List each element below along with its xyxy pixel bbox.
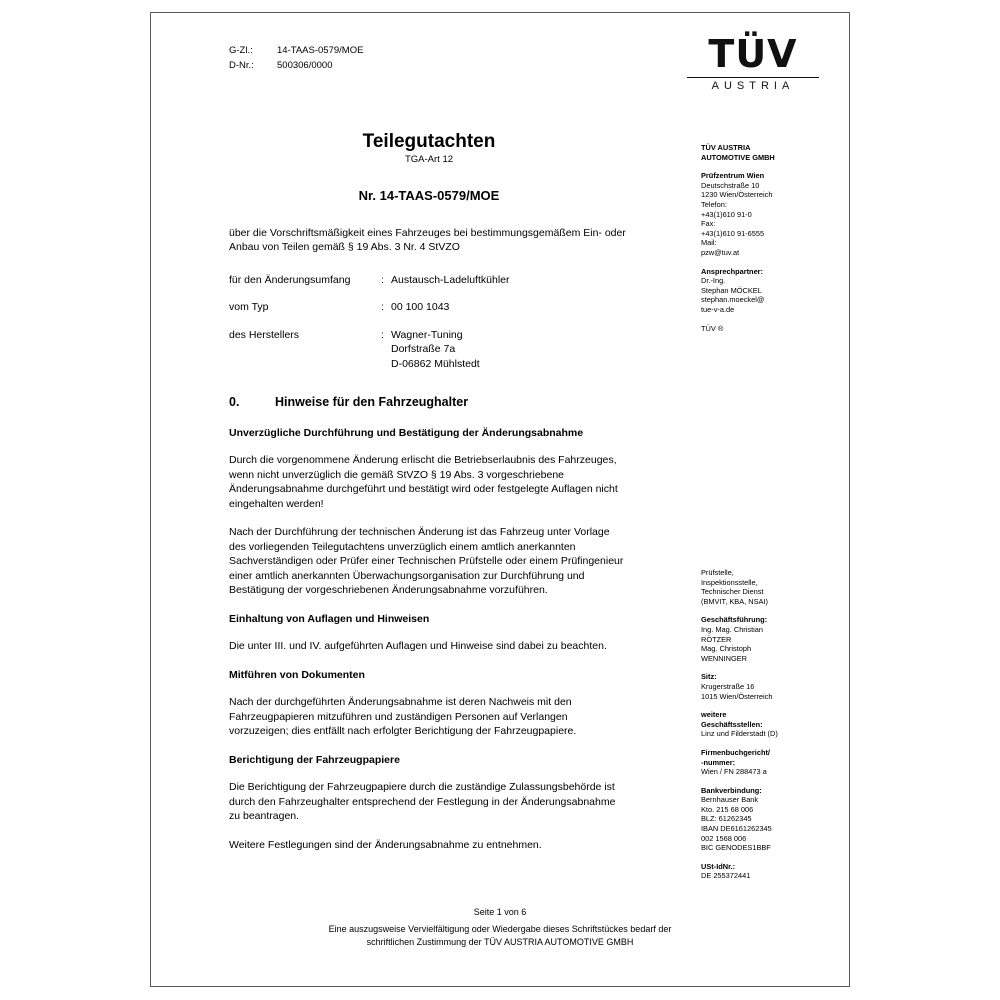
block-heading-1: Unverzügliche Durchführung und Bestätigung der Änderungsabnahme xyxy=(229,426,584,439)
test-center-line: pzw@tuv.at xyxy=(701,247,740,257)
reference-row xyxy=(229,58,363,73)
sidebar-line: Bernhauser Bank xyxy=(701,795,759,805)
field-label: vom Typ xyxy=(229,301,269,313)
company-name xyxy=(701,143,821,162)
field-separator: : xyxy=(381,328,384,341)
company-sidebar-top xyxy=(701,143,821,342)
contact-info xyxy=(701,267,821,315)
sidebar-block-accreditation xyxy=(701,568,821,606)
sidebar-line: Prüfstelle, xyxy=(701,568,734,577)
block-heading-4: Berichtigung der Fahrzeugpapiere xyxy=(229,753,400,766)
reference-label: G-Zl.: xyxy=(229,45,253,56)
sidebar-line: DE 255372441 xyxy=(701,871,751,881)
sidebar-line: Krugerstraße 16 xyxy=(701,681,755,691)
page-number: Seite 1 von 6 xyxy=(473,906,527,917)
block-paragraph-1-1: Durch die vorgenommene Änderung erlischt die Betriebserlaubnis des Fahrzeuges, wenn nicht unverzüglich die gemäß StVZO § 19 Abs. 3 vorgeschriebene Änderungsabnahme durchgeführt und bestätigt wird oder festgelegte Auflagen nicht eingehalten werden! xyxy=(229,454,618,510)
reference-label: D-Nr.: xyxy=(229,60,254,71)
field-separator: : xyxy=(381,273,384,286)
sidebar-line: Linz und Filderstadt (D) xyxy=(701,729,778,739)
logo-divider xyxy=(687,77,819,78)
sidebar-line: Wien / FN 288473 a xyxy=(701,767,767,777)
document-subtitle: TGA-Art 12 xyxy=(404,153,454,165)
field-value-line: Wagner-Tuning xyxy=(391,328,463,341)
test-center-line: +43(1)610 91-0 xyxy=(701,209,752,219)
contact-title: Ansprechpartner: xyxy=(701,266,764,276)
field-value-group xyxy=(391,328,629,372)
block-paragraph-1-2: Nach der Durchführung der technischen Änderung ist das Fahrzeug unter Vorlage des vorliegenden Teilegutachtens unverzüglich einem amtlich anerkannten Sachverständigen oder Prüfer einer Technischen Prüfstelle oder einem Prüfingenieur einer amtlich anerkannten Überwachungsorganisation zur Durchführung und Bestätigung der vorgeschriebenen Änderungsabnahme vorzuführen. xyxy=(229,526,624,596)
section-title: Hinweise für den Fahrzeughalter xyxy=(275,395,469,409)
sidebar-block-seat xyxy=(701,672,821,701)
sidebar-block-title: Sitz: xyxy=(701,672,717,682)
sidebar-line: BIC GENODES1BBF xyxy=(701,843,771,853)
test-center-line: Deutschstraße 10 xyxy=(701,180,760,190)
field-value-line: D-06862 Mühlstedt xyxy=(391,357,480,370)
sidebar-block-title: Firmenbuchgericht/ xyxy=(701,747,770,757)
sidebar-line: RÖTZER xyxy=(701,634,732,644)
sidebar-line: (BMVIT, KBA, NSAI) xyxy=(701,596,768,606)
field-value: Austausch-Ladeluftkühler xyxy=(391,273,510,286)
sidebar-line: Ing. Mag. Christian xyxy=(701,624,764,634)
contact-line: Stephan MÖCKEL xyxy=(701,285,762,295)
footer-notice-line1: Eine auszugsweise Vervielfältigung oder Wiedergabe dieses Schriftstückes bedarf der xyxy=(328,924,672,934)
company-name-line1: TÜV AUSTRIA xyxy=(701,143,751,152)
document-intro: über die Vorschriftsmäßigkeit eines Fahrzeuges bei bestimmungsgemäßem Ein- oder Anbau von Teilen gemäß § 19 Abs. 3 Nr. 4 StVZO xyxy=(229,226,626,253)
document-title: Teilegutachten xyxy=(362,131,496,152)
footer-notice-line2: schriftlichen Zustimmung der TÜV AUSTRIA AUTOMOTIVE GMBH xyxy=(366,936,634,947)
reference-row xyxy=(229,43,363,58)
test-center-title: Prüfzentrum Wien xyxy=(701,171,765,181)
sidebar-line: WENNINGER xyxy=(701,653,747,663)
sidebar-block-title2: -nummer: xyxy=(701,757,736,767)
sidebar-line: BLZ: 61262345 xyxy=(701,814,752,824)
sidebar-line: 002 1568 006 xyxy=(701,833,747,843)
contact-line: Dr.-Ing. xyxy=(701,276,726,286)
sidebar-block-title: Geschäftsführung: xyxy=(701,615,768,625)
sidebar-line: IBAN DE6161262345 xyxy=(701,824,772,834)
test-center-line: Fax: xyxy=(701,219,716,229)
block-paragraph-4-1: Die Berichtigung der Fahrzeugpapiere durch die zuständige Zulassungsbehörde ist durch den Fahrzeughalter entsprechend der Festlegung in der Änderungsabnahme zu beantragen. xyxy=(229,781,616,822)
test-center-line: 1230 Wien/Österreich xyxy=(701,190,773,200)
sidebar-block-management xyxy=(701,615,821,663)
field-value: 00 100 1043 xyxy=(391,301,450,313)
field-row-type xyxy=(229,300,629,315)
sidebar-block-title: USt-IdNr.: xyxy=(701,861,736,871)
field-value-line: Dorfstraße 7a xyxy=(391,343,456,355)
reference-value: 500306/0000 xyxy=(277,60,333,71)
field-label: für den Änderungsumfang xyxy=(229,273,351,286)
logo-brand-text: TÜV xyxy=(708,32,798,76)
field-separator: : xyxy=(381,301,384,313)
sidebar-block-title2: Geschäftsstellen: xyxy=(701,719,763,729)
company-name-line2: AUTOMOTIVE GMBH xyxy=(701,152,775,162)
sidebar-block-offices xyxy=(701,710,821,739)
reference-value: 14-TAAS-0579/MOE xyxy=(277,45,364,56)
sidebar-line: Mag. Christoph xyxy=(701,644,752,654)
field-row-manufacturer xyxy=(229,328,629,372)
logo-region-text: AUSTRIA xyxy=(711,80,795,92)
test-center-line: Mail: xyxy=(701,238,717,248)
block-heading-3: Mitführen von Dokumenten xyxy=(229,668,365,681)
sidebar-block-vatid xyxy=(701,862,821,881)
reference-block xyxy=(229,43,363,73)
sidebar-line: 1015 Wien/Österreich xyxy=(701,691,773,701)
contact-line: stephan.moeckel@ xyxy=(701,295,765,305)
test-center-line: +43(1)610 91-6555 xyxy=(701,228,765,238)
document-inner xyxy=(151,13,849,986)
sidebar-block-bank xyxy=(701,786,821,853)
tuv-logo xyxy=(687,32,819,92)
main-content xyxy=(229,123,629,866)
sidebar-line: Technischer Dienst xyxy=(701,587,764,597)
block-paragraph-2-1: Die unter III. und IV. aufgeführten Auflagen und Hinweise sind dabei zu beachten. xyxy=(229,640,607,652)
block-paragraph-3-1: Nach der durchgeführten Änderungsabnahme ist deren Nachweis mit den Fahrzeugpapieren mitzuführen und zuständigen Personen auf Verlangen vorzuzeigen; dies entfällt nach erfolgter Berichtigung der Fahrzeugpapiere. xyxy=(229,696,577,737)
section-number: 0. xyxy=(229,395,240,409)
block-heading-2: Einhaltung von Auflagen und Hinweisen xyxy=(229,612,430,625)
block-paragraph-4-2: Weitere Festlegungen sind der Änderungsabnahme zu entnehmen. xyxy=(229,838,542,851)
company-sidebar-bottom xyxy=(701,568,821,890)
section-heading xyxy=(229,395,629,410)
sidebar-block-registry xyxy=(701,748,821,777)
field-label: des Herstellers xyxy=(229,328,300,341)
test-center-info xyxy=(701,171,821,257)
sidebar-line: Inspektionsstelle, xyxy=(701,577,758,587)
sidebar-line: Kto. 215 68 006 xyxy=(701,804,754,814)
sidebar-block-title: weitere xyxy=(701,710,727,720)
document-number: Nr. 14-TAAS-0579/MOE xyxy=(358,188,500,203)
trademark-mark: TÜV ® xyxy=(701,323,724,333)
sidebar-block-title: Bankverbindung: xyxy=(701,785,762,795)
page-footer xyxy=(151,906,849,949)
test-center-line: Telefon: xyxy=(701,199,727,209)
contact-line: tue-v-a.de xyxy=(701,304,735,314)
document-sheet xyxy=(150,12,850,987)
field-row-change-scope xyxy=(229,273,629,288)
